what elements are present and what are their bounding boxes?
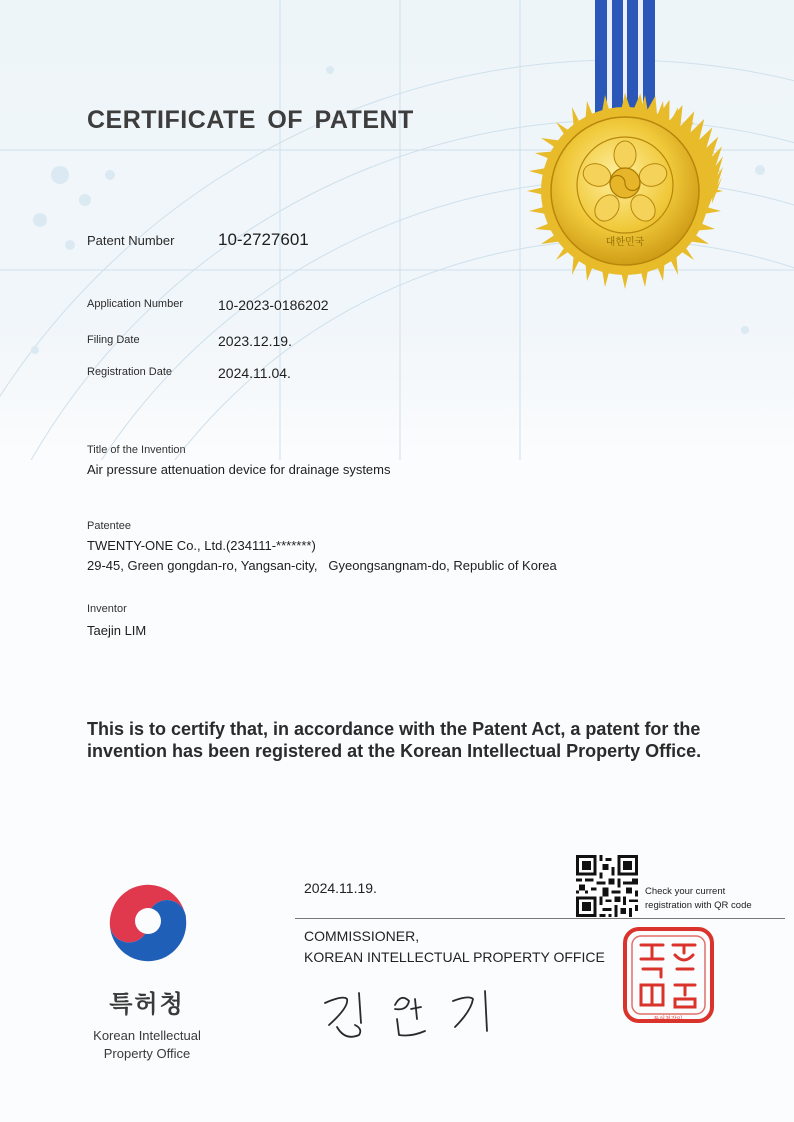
kipo-korean-name: 특허청 (109, 990, 185, 1018)
seal-text: 대한민국 (605, 237, 645, 248)
stamp-text: 특허청장인 (653, 1016, 683, 1023)
certification-statement: This is to certify that, in accordance with the Patent Act, a patent for the invention has been registered at the Korean Intellectual Property Office. (87, 719, 702, 761)
invention-title-value: Air pressure attenuation device for drainage systems (87, 462, 391, 477)
kipo-english-name (77, 1027, 217, 1063)
inventor-name: Taejin LIM (87, 623, 147, 638)
qr-code[interactable] (576, 855, 638, 917)
qr-note-line1: Check your current (645, 886, 726, 897)
qr-note (645, 885, 752, 913)
qr-note-line2: registration with QR code (645, 900, 752, 911)
commissioner-block (304, 926, 605, 968)
filing-date-label: Filing Date (87, 334, 140, 346)
patentee-label: Patentee (87, 520, 132, 532)
patentee-address: 29-45, Green gongdan-ro, Yangsan-city, Gyeongsangnam-do, Republic of Korea (87, 558, 557, 573)
registration-date-value: 2024.11.04. (218, 365, 291, 381)
gold-seal-icon (527, 93, 723, 289)
page-title: CERTIFICATE OF PATENT (87, 106, 414, 134)
application-number-value: 10-2023-0186202 (218, 297, 329, 313)
official-stamp-icon (621, 925, 716, 1025)
kipo-logo-icon (100, 875, 194, 969)
signature (315, 985, 515, 1045)
patentee-name: TWENTY-ONE Co., Ltd.(234111-*******) (87, 538, 316, 553)
commissioner-title: COMMISSIONER, (304, 928, 420, 944)
application-number-label: Application Number (87, 298, 183, 310)
kipo-english-line2: Property Office (103, 1046, 191, 1061)
commissioner-office: KOREAN INTELLECTUAL PROPERTY OFFICE (304, 949, 605, 965)
patent-number-value: 10-2727601 (218, 230, 309, 249)
signature-divider (295, 918, 785, 919)
kipo-english-line1: Korean Intellectual (93, 1028, 201, 1043)
invention-title-label: Title of the Invention (87, 444, 186, 456)
issue-date: 2024.11.19. (304, 880, 377, 896)
inventor-label: Inventor (87, 603, 127, 615)
filing-date-value: 2023.12.19. (218, 333, 292, 349)
registration-date-label: Registration Date (87, 366, 172, 378)
patent-number-label: Patent Number (87, 233, 175, 248)
